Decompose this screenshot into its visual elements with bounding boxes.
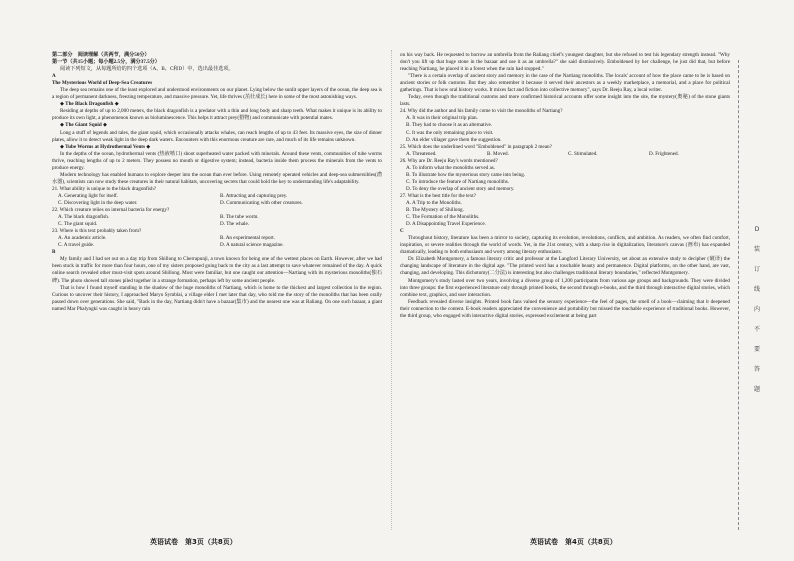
question-22-options (52, 214, 382, 228)
binding-margin-note (744, 220, 770, 430)
option: C. The Formation of the Monoliths. (406, 214, 480, 221)
option: A. A Trip to the Monoliths. (406, 199, 462, 206)
option: A. Threatened. (406, 150, 437, 157)
option: B. They had to choose it as an alternative. (406, 122, 493, 129)
option: A. The black dragonfish. (58, 214, 110, 221)
option: A. Generating light for itself. (58, 192, 118, 199)
question-24: 24. Why did the author and his family come to visit the monoliths of Nartiang? (400, 108, 563, 115)
option: B. The Mystery of Shillong. (406, 207, 464, 214)
subheading-squid: ◆ The Giant Squid ◆ (60, 122, 107, 129)
passage-a-letter: A (52, 73, 56, 80)
binding-line (738, 60, 739, 530)
binding-char: 线 (753, 286, 760, 293)
column-divider (391, 50, 392, 530)
passage-a-paragraph: Long a stuff of legends and tales, the giant squid, which occasionally attacks whales, can reach lengths of up to 43 feet. Its massive eyes, the size of dinner plates, allow it to detect weak light in the deep dark waters. Encounters with this enormous creature are rare, and much of its life remains unknown. (52, 129, 382, 143)
passage-a-paragraph: Residing at depths of up to 2,000 meters, the black dragonfish is a predator with a thin and long body and sharp teeth. What makes it unique is its ability to produce its own light, a phenomenon known as bioluminescence. This helps it attract prey(猎物) and communicate with potential mates. (52, 108, 382, 122)
passage-c-letter: C (400, 228, 404, 235)
option: B. To illustrate how the mysterious story came into being. (406, 171, 526, 178)
question-27: 27. What is the best title for the text? (400, 192, 476, 199)
passage-a-paragraph: Modern technology has enabled humans to explore deeper into the ocean than ever before. Using remotely operated vehicles and deep-sea submersibles(潜水器), scientists can now study these creatures in their natural habitats, uncovering secrets that could hold the key to understanding life's adaptability. (52, 171, 382, 185)
option: D. A Disappointing Travel Experience. (406, 221, 486, 228)
passage-b-paragraph: on his way back. He requested to borrow an umbrella from the Raliang chief's youngest daughter, but she refused to test his legendary strength instead. "Why don't you lift up that huge stone in the bazaar and use it as an umbrella?" she said dismissively. Emboldened by her challenge, he just did that, but before reaching Nartiang, he placed it in a forest when the rain had stopped." (400, 52, 730, 73)
option: B. Moved. (487, 150, 509, 157)
passage-b-paragraph: Today, even though the traditional customs and more confirmed historical accounts offer some insight into the site, the mystery(奥秘) of the stone giants lasts. (400, 94, 730, 108)
option: D. To deny the overlap of ancient story and memory. (406, 185, 515, 192)
section-heading: 第一节（共15小题；每小题2.5分，满分37.5分） (52, 59, 160, 66)
question-27-options (400, 200, 730, 228)
passage-a-paragraph: In the depths of the ocean, hydrothermal vents (热液喷口) shoot superheated water packed with minerals. Around these vents, communities of tube worms thrive, reaching lengths of up to 2 meters. They possess no mouth or digestive system; instead, bacteria inside them process the minerals from the vents to produce energy. (52, 150, 382, 171)
passage-b-paragraph: That is how I found myself standing in the shadow of the huge monoliths of Nartiang, which is home to the thickest and largest collection in the region. Curious to uncover their history, I approached Maryo Symblai, a village elder I met later that day, who told me the story of the monoliths that has been orally passed down over generations. She said, "Back in the day, Nartiang didn't have a bazaar(集市) and the nearest one was at Raliang. On one such bazaar, a giant named Mar Phalyngki was caught in heavy rain (52, 284, 382, 312)
question-25-options (400, 151, 730, 158)
option: A. It was in their original trip plan. (406, 115, 478, 122)
option: C. Stimulated. (568, 150, 598, 157)
option: D. A natural science magazine. (220, 242, 284, 249)
passage-a-title: The Mysterious World of Deep-Sea Creatures (52, 80, 153, 87)
option: D. Communicating with other creatures. (220, 199, 303, 206)
question-26: 26. Why are Dr. Reeju Ray's words mentioned? (400, 157, 498, 164)
binding-char: 订 (753, 266, 760, 273)
right-column (400, 52, 730, 320)
part-heading: 第二部分 阅读理解（共两节，满分50分） (52, 52, 150, 58)
passage-c-paragraph: Montgomery's study lasted over two years, involving a diverse group of 1,200 participants from various age groups and backgrounds. They were divided into three groups: the first experienced literature only through printed books, the second through e-books, and the third through interactive digital stories, which combine text, graphics, and user interaction. (400, 277, 730, 298)
binding-char: 内 (753, 306, 760, 313)
option: C. It was the only remaining place to visit. (406, 129, 494, 136)
option: A. An academic article. (58, 235, 107, 242)
instruction: 阅读下列短文，从每题所给的四个选项（A、B、C和D）中，选出最佳选项。 (60, 66, 234, 73)
question-21: 21. What ability is unique to the black dragonfish? (52, 185, 156, 192)
question-21-options (52, 193, 382, 207)
binding-char: 装 (753, 246, 760, 253)
option: C. To introduce the feature of Nartiang monoliths. (406, 178, 510, 185)
page-footer-left: 英语试卷 第3页（共8页） (150, 538, 237, 546)
option: D. The whale. (220, 221, 250, 228)
left-column (52, 52, 382, 313)
passage-c-paragraph: Dr. Elizabeth Montgomery, a famous literary critic and professor at the Langford Literary University, set about an extensive study to decipher (破译) the changing landscape of literature in the digital age. "The printed word has a touchable beauty and permanence. Digital platforms, on the other hand, are vast, changing, and developing. This dichotomy(二分法) is interesting but also challenges traditional literary boundaries," reflected Montgomery. (400, 256, 730, 277)
binding-char: 要 (753, 346, 760, 353)
passage-b-paragraph: My family and I had set out on a day trip from Shillong to Cherrapunji, a town known for being one of the wettest places on Earth. However, after we had been stuck in traffic for more than four hours, one of my sisters proposed going back to the city as a last attempt to save whatever remained of the day. A quick online search revealed other must-visit spots around Shillong. Most were familiar, but one caught our attention—Nartiang with its mysterious monoliths(独石碑). The photo showed tall stones piled together in a strange formation, perhaps left by some ancient people. (52, 256, 382, 284)
option: B. The tube worm. (220, 214, 259, 221)
option: D. An elder villager gave them the suggestion. (406, 136, 502, 143)
question-24-options (400, 115, 730, 143)
option: A. To inform what the monoliths served as. (406, 164, 496, 171)
binding-char: 不 (753, 326, 760, 333)
page-footer-right: 英语试卷 第4页（共8页） (530, 538, 617, 546)
subheading-dragonfish: ◆ The Black Dragonfish ◆ (60, 101, 119, 108)
passage-c-paragraph: Throughout history, literature has been a mirror to society, capturing its evolution, revolutions, conflicts, and ambition. As readers, we often find comfort, inspiration, or severe realities through the world of words. Yet, in the 21st century, with a sharp rise in digitalization, literature's canvas (画布) has expanded dramatically, leading to both enthusiasm and worry among literary enthusiasts. (400, 235, 730, 256)
question-22: 22. Which creature relies on internal bacteria for energy? (52, 207, 170, 214)
passage-a-paragraph: The deep sea remains one of the least explored and understood environments on our planet. Lying below the sunlit upper layers of the ocean, the deep sea is a region of permanent darkness, freezing temperature, and massive pressure. Yet, life thrives (茁壮成长) here in some of the most astonishing ways. (52, 87, 382, 101)
passage-b-letter: B (52, 249, 56, 256)
option: B. An experimental report. (220, 235, 275, 242)
binding-char: D (754, 226, 760, 233)
question-25: 25. Which does the underlined word "Emboldened" in paragraph 2 mean? (400, 143, 552, 150)
passage-b-paragraph: "There is a certain overlap of ancient story and memory in the case of the Nartiang monoliths. The locals' account of how the place came to be is based on ancient stories or folk customs. But they also remember it because it served their ancestors as a weekly marketplace, a memorial, and a place for political gatherings. That is how oral history works. It mixes fact and fiction into collective memory", says Dr. Reeju Ray, a local writer. (400, 73, 730, 94)
question-23: 23. Where is this text probably taken from? (52, 228, 142, 235)
passage-c-paragraph: Feedback revealed diverse insights. Printed book fans valued the sensory experience—the feel of pages, the smell of a book—claiming that it deepened their connection to the content. E-book readers appreciated the convenience and portability but missed the touchable experience of traditional books. However, the third group, who engaged with interactive digital stories, expressed excitement at being part (400, 298, 730, 319)
option: B. Attracting and capturing prey. (220, 192, 288, 199)
question-26-options (400, 165, 730, 193)
question-23-options (52, 235, 382, 249)
subheading-tube-worms: ◆ Tube Worms at Hydrothermal Vents ◆ (60, 143, 151, 150)
option: C. The giant squid. (58, 221, 98, 228)
binding-char: 答 (753, 366, 760, 373)
option: C. Discovering light in the deep water. (58, 199, 138, 206)
option: D. Frightened. (649, 150, 679, 157)
option: C. A travel guide. (58, 242, 95, 249)
binding-char: 题 (753, 386, 760, 393)
